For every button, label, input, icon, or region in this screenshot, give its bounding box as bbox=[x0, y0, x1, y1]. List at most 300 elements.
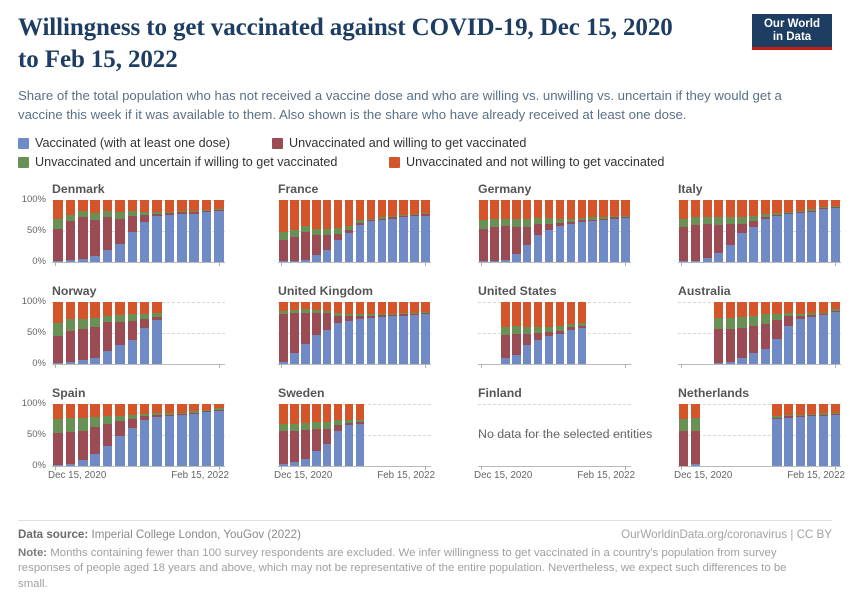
bar-segment-unwilling bbox=[749, 302, 758, 316]
stacked-bar[interactable] bbox=[578, 302, 587, 364]
stacked-bar[interactable] bbox=[177, 200, 187, 262]
stacked-bar[interactable] bbox=[78, 302, 88, 364]
stacked-bar[interactable] bbox=[323, 404, 332, 466]
x-axis-tick-start bbox=[55, 364, 56, 368]
bar-segment-vaccinated bbox=[356, 225, 365, 262]
bar-segment-unwilling bbox=[512, 200, 521, 219]
stacked-bar[interactable] bbox=[679, 404, 688, 466]
bar-segment-uncertain bbox=[128, 314, 138, 321]
stacked-bar[interactable] bbox=[749, 200, 758, 262]
stacked-bar[interactable] bbox=[831, 404, 840, 466]
bar-segment-uncertain bbox=[90, 417, 100, 427]
stacked-bar[interactable] bbox=[128, 200, 138, 262]
y-axis-tick-label: 0% bbox=[32, 460, 46, 471]
x-axis-tick-end bbox=[625, 364, 626, 368]
stacked-bar[interactable] bbox=[501, 302, 510, 364]
stacked-bar[interactable] bbox=[749, 302, 758, 364]
bar-segment-vaccinated bbox=[177, 214, 187, 262]
bar-segment-uncertain bbox=[290, 230, 299, 237]
stacked-bar[interactable] bbox=[714, 200, 723, 262]
stacked-bar[interactable] bbox=[556, 200, 565, 262]
bar-segment-unwilling bbox=[737, 200, 746, 217]
stacked-bar[interactable] bbox=[290, 200, 299, 262]
bar-segment-uncertain bbox=[90, 213, 100, 220]
panel-title: Australia bbox=[678, 284, 731, 298]
bar-segment-willing bbox=[66, 432, 76, 464]
stacked-bar[interactable] bbox=[312, 404, 321, 466]
stacked-bar[interactable] bbox=[140, 302, 150, 364]
stacked-bar[interactable] bbox=[737, 302, 746, 364]
stacked-bar[interactable] bbox=[691, 404, 700, 466]
chart-header bbox=[0, 0, 850, 124]
stacked-bar[interactable] bbox=[152, 404, 162, 466]
bar-segment-vaccinated bbox=[128, 232, 138, 262]
panel-france[interactable] bbox=[240, 182, 435, 262]
stacked-bar[interactable] bbox=[796, 200, 805, 262]
x-axis-tick-end bbox=[835, 364, 836, 368]
stacked-bar[interactable] bbox=[388, 302, 397, 364]
plot-area-wrapper bbox=[440, 200, 635, 262]
stacked-bar[interactable] bbox=[512, 302, 521, 364]
bar-segment-willing bbox=[103, 424, 113, 446]
bar-segment-vaccinated bbox=[534, 340, 543, 364]
bar-segment-vaccinated bbox=[819, 209, 828, 262]
bar-segment-unwilling bbox=[279, 200, 288, 232]
bar-segment-unwilling bbox=[378, 200, 387, 217]
legend-item-3[interactable] bbox=[389, 155, 664, 170]
stacked-bar[interactable] bbox=[214, 200, 224, 262]
panel-australia[interactable] bbox=[640, 284, 845, 364]
bar-group bbox=[278, 302, 431, 364]
bar-segment-vaccinated bbox=[796, 213, 805, 262]
bar-segment-unwilling bbox=[140, 404, 150, 414]
stacked-bar[interactable] bbox=[479, 200, 488, 262]
stacked-bar[interactable] bbox=[796, 302, 805, 364]
stacked-bar[interactable] bbox=[831, 200, 840, 262]
bar-segment-vaccinated bbox=[152, 216, 162, 262]
bar-segment-vaccinated bbox=[290, 353, 299, 364]
panel-title: Italy bbox=[678, 182, 703, 196]
stacked-bar[interactable] bbox=[378, 200, 387, 262]
bar-segment-unwilling bbox=[807, 404, 816, 414]
stacked-bar[interactable] bbox=[714, 302, 723, 364]
stacked-bar[interactable] bbox=[679, 200, 688, 262]
bar-segment-unwilling bbox=[726, 200, 735, 217]
bar-segment-vaccinated bbox=[399, 316, 408, 364]
stacked-bar[interactable] bbox=[115, 404, 125, 466]
y-axis-tick-label: 100% bbox=[21, 296, 46, 307]
bar-segment-unwilling bbox=[301, 302, 310, 309]
owid-url[interactable]: OurWorldinData.org/coronavirus | CC BY bbox=[621, 527, 832, 541]
no-data-message: No data for the selected entities bbox=[478, 427, 653, 441]
panel-norway[interactable] bbox=[14, 284, 229, 369]
bar-segment-unwilling bbox=[388, 200, 397, 216]
bar-segment-unwilling bbox=[691, 404, 700, 418]
stacked-bar[interactable] bbox=[410, 302, 419, 364]
bar-segment-unwilling bbox=[599, 200, 608, 217]
bar-segment-unwilling bbox=[388, 302, 397, 314]
bar-segment-vaccinated bbox=[578, 328, 587, 364]
bar-segment-uncertain bbox=[301, 423, 310, 430]
stacked-bar[interactable] bbox=[334, 302, 343, 364]
legend-item-2[interactable] bbox=[18, 155, 373, 170]
bar-segment-unwilling bbox=[115, 404, 125, 416]
stacked-bar[interactable] bbox=[421, 200, 430, 262]
stacked-bar[interactable] bbox=[140, 200, 150, 262]
stacked-bar[interactable] bbox=[831, 302, 840, 364]
stacked-bar[interactable] bbox=[545, 200, 554, 262]
stacked-bar[interactable] bbox=[334, 404, 343, 466]
panel-sweden[interactable] bbox=[240, 386, 435, 481]
stacked-bar[interactable] bbox=[578, 200, 587, 262]
bar-segment-willing bbox=[115, 219, 125, 244]
panel-italy[interactable] bbox=[640, 182, 845, 262]
stacked-bar[interactable] bbox=[807, 404, 816, 466]
stacked-bar[interactable] bbox=[807, 302, 816, 364]
bar-segment-vaccinated bbox=[534, 235, 543, 262]
stacked-bar[interactable] bbox=[323, 302, 332, 364]
bar-segment-willing bbox=[290, 431, 299, 462]
bar-segment-unwilling bbox=[421, 302, 430, 312]
stacked-bar[interactable] bbox=[301, 200, 310, 262]
stacked-bar[interactable] bbox=[128, 302, 138, 364]
stacked-bar[interactable] bbox=[367, 302, 376, 364]
bar-segment-unwilling bbox=[279, 302, 288, 311]
y-axis-tick-label: 0% bbox=[32, 256, 46, 267]
bar-segment-vaccinated bbox=[610, 219, 619, 262]
bar-segment-unwilling bbox=[301, 200, 310, 226]
bar-segment-vaccinated bbox=[312, 335, 321, 364]
stacked-bar[interactable] bbox=[737, 200, 746, 262]
plot-area-wrapper bbox=[240, 302, 435, 364]
stacked-bar[interactable] bbox=[66, 200, 76, 262]
bar-segment-uncertain bbox=[53, 323, 63, 335]
stacked-bar[interactable] bbox=[202, 404, 212, 466]
stacked-bar[interactable] bbox=[761, 302, 770, 364]
stacked-bar[interactable] bbox=[214, 404, 224, 466]
stacked-bar[interactable] bbox=[53, 200, 63, 262]
bar-segment-uncertain bbox=[501, 327, 510, 335]
stacked-bar[interactable] bbox=[610, 200, 619, 262]
stacked-bar[interactable] bbox=[567, 200, 576, 262]
y-axis-tick-label: 50% bbox=[26, 225, 46, 236]
bar-segment-vaccinated bbox=[588, 221, 597, 262]
stacked-bar[interactable] bbox=[772, 200, 781, 262]
bar-segment-willing bbox=[501, 226, 510, 259]
stacked-bar[interactable] bbox=[356, 302, 365, 364]
x-axis-tick-start bbox=[481, 262, 482, 266]
bar-segment-unwilling bbox=[399, 302, 408, 313]
stacked-bar[interactable] bbox=[772, 302, 781, 364]
bar-segment-uncertain bbox=[523, 219, 532, 227]
stacked-bar[interactable] bbox=[103, 302, 113, 364]
bar-segment-vaccinated bbox=[784, 418, 793, 466]
panel-spain[interactable] bbox=[14, 386, 229, 481]
bar-group bbox=[278, 200, 431, 262]
stacked-bar[interactable] bbox=[53, 404, 63, 466]
stacked-bar[interactable] bbox=[761, 200, 770, 262]
bar-group bbox=[478, 200, 631, 262]
stacked-bar[interactable] bbox=[490, 200, 499, 262]
stacked-bar[interactable] bbox=[152, 200, 162, 262]
stacked-bar[interactable] bbox=[290, 302, 299, 364]
logo-line-1: Our World bbox=[763, 18, 820, 30]
stacked-bar[interactable] bbox=[621, 200, 630, 262]
bar-segment-unwilling bbox=[749, 200, 758, 216]
bar-segment-unwilling bbox=[165, 404, 175, 413]
bar-segment-vaccinated bbox=[140, 222, 150, 262]
bar-segment-unwilling bbox=[796, 200, 805, 211]
stacked-bar[interactable] bbox=[90, 302, 100, 364]
bar-segment-unwilling bbox=[679, 200, 688, 219]
bar-segment-vaccinated bbox=[556, 226, 565, 262]
stacked-bar[interactable] bbox=[128, 404, 138, 466]
bar-segment-vaccinated bbox=[312, 255, 321, 262]
y-axis-tick-label: 50% bbox=[26, 327, 46, 338]
bar-segment-willing bbox=[115, 421, 125, 436]
panel-title: Norway bbox=[52, 284, 97, 298]
stacked-bar[interactable] bbox=[356, 404, 365, 466]
panel-denmark[interactable] bbox=[14, 182, 229, 267]
stacked-bar[interactable] bbox=[115, 200, 125, 262]
bar-segment-uncertain bbox=[691, 217, 700, 225]
bar-segment-vaccinated bbox=[103, 446, 113, 466]
stacked-bar[interactable] bbox=[556, 302, 565, 364]
bar-group bbox=[678, 404, 841, 466]
stacked-bar[interactable] bbox=[90, 200, 100, 262]
bar-segment-willing bbox=[714, 329, 723, 363]
stacked-bar[interactable] bbox=[367, 200, 376, 262]
bar-segment-unwilling bbox=[367, 302, 376, 314]
stacked-bar[interactable] bbox=[140, 404, 150, 466]
bar-segment-uncertain bbox=[66, 319, 76, 330]
stacked-bar[interactable] bbox=[202, 200, 212, 262]
stacked-bar[interactable] bbox=[534, 200, 543, 262]
plot-area-wrapper bbox=[14, 296, 229, 369]
x-axis-label-end: Feb 15, 2022 bbox=[171, 470, 229, 481]
legend-label: Unvaccinated and willing to get vaccinated bbox=[289, 136, 527, 150]
stacked-bar[interactable] bbox=[512, 200, 521, 262]
bar-segment-unwilling bbox=[202, 200, 212, 210]
stacked-bar[interactable] bbox=[784, 302, 793, 364]
bar-segment-unwilling bbox=[301, 404, 310, 423]
bar-segment-uncertain bbox=[312, 422, 321, 429]
bar-segment-unwilling bbox=[279, 404, 288, 424]
panel-title: Netherlands bbox=[678, 386, 750, 400]
bar-segment-unwilling bbox=[545, 302, 554, 327]
bar-segment-unwilling bbox=[128, 302, 138, 314]
bar-segment-willing bbox=[78, 431, 88, 461]
bar-segment-willing bbox=[534, 224, 543, 235]
stacked-bar[interactable] bbox=[345, 404, 354, 466]
stacked-bar[interactable] bbox=[189, 200, 199, 262]
stacked-bar[interactable] bbox=[279, 302, 288, 364]
bar-segment-vaccinated bbox=[323, 444, 332, 466]
plot-area-wrapper bbox=[640, 404, 845, 481]
bar-segment-unwilling bbox=[567, 302, 576, 324]
legend-label: Unvaccinated and uncertain if willing to get vaccinated bbox=[35, 155, 338, 169]
bar-segment-unwilling bbox=[703, 200, 712, 217]
panel-finland[interactable] bbox=[440, 386, 653, 481]
bar-group bbox=[278, 404, 431, 466]
bar-segment-vaccinated bbox=[345, 233, 354, 262]
stacked-bar[interactable] bbox=[588, 200, 597, 262]
stacked-bar[interactable] bbox=[784, 404, 793, 466]
bar-segment-vaccinated bbox=[312, 451, 321, 467]
stacked-bar[interactable] bbox=[819, 302, 828, 364]
stacked-bar[interactable] bbox=[534, 302, 543, 364]
stacked-bar[interactable] bbox=[279, 200, 288, 262]
stacked-bar[interactable] bbox=[345, 302, 354, 364]
legend-item-1[interactable] bbox=[272, 136, 526, 151]
stacked-bar[interactable] bbox=[567, 302, 576, 364]
bar-segment-vaccinated bbox=[726, 245, 735, 262]
bar-segment-vaccinated bbox=[388, 316, 397, 364]
bar-segment-willing bbox=[90, 220, 100, 255]
stacked-bar[interactable] bbox=[103, 200, 113, 262]
stacked-bar[interactable] bbox=[165, 404, 175, 466]
stacked-bar[interactable] bbox=[691, 200, 700, 262]
stacked-bar[interactable] bbox=[78, 200, 88, 262]
owid-logo[interactable] bbox=[752, 14, 832, 50]
chart-note bbox=[18, 546, 818, 593]
bar-segment-unwilling bbox=[152, 200, 162, 212]
bar-segment-unwilling bbox=[578, 302, 587, 323]
stacked-bar[interactable] bbox=[189, 404, 199, 466]
stacked-bar[interactable] bbox=[807, 200, 816, 262]
bar-segment-uncertain bbox=[523, 327, 532, 334]
stacked-bar[interactable] bbox=[334, 200, 343, 262]
bar-segment-vaccinated bbox=[202, 212, 212, 262]
stacked-bar[interactable] bbox=[726, 302, 735, 364]
bar-segment-willing bbox=[323, 429, 332, 444]
stacked-bar[interactable] bbox=[152, 302, 162, 364]
bar-segment-vaccinated bbox=[140, 328, 150, 364]
stacked-bar[interactable] bbox=[301, 404, 310, 466]
bar-segment-unwilling bbox=[312, 200, 321, 229]
bar-group bbox=[52, 302, 225, 364]
bar-segment-uncertain bbox=[279, 232, 288, 240]
panel-netherlands[interactable] bbox=[640, 386, 845, 481]
stacked-bar[interactable] bbox=[165, 200, 175, 262]
plot-area-wrapper bbox=[440, 404, 653, 481]
plot-area bbox=[278, 200, 431, 262]
stacked-bar[interactable] bbox=[726, 200, 735, 262]
bar-segment-unwilling bbox=[772, 200, 781, 213]
bar-segment-willing bbox=[140, 319, 150, 328]
stacked-bar[interactable] bbox=[772, 404, 781, 466]
legend-item-0[interactable] bbox=[18, 136, 256, 151]
x-axis-label-start: Dec 15, 2020 bbox=[674, 470, 733, 481]
stacked-bar[interactable] bbox=[312, 200, 321, 262]
stacked-bar[interactable] bbox=[312, 302, 321, 364]
bar-segment-willing bbox=[53, 433, 63, 465]
note-label: Note: bbox=[18, 546, 48, 559]
stacked-bar[interactable] bbox=[279, 404, 288, 466]
plot-area-wrapper bbox=[240, 200, 435, 262]
stacked-bar[interactable] bbox=[115, 302, 125, 364]
bar-segment-unwilling bbox=[831, 404, 840, 413]
stacked-bar[interactable] bbox=[323, 200, 332, 262]
bar-segment-vaccinated bbox=[334, 323, 343, 364]
stacked-bar[interactable] bbox=[399, 302, 408, 364]
bar-segment-unwilling bbox=[128, 404, 138, 415]
bar-segment-vaccinated bbox=[165, 416, 175, 466]
stacked-bar[interactable] bbox=[177, 404, 187, 466]
legend-swatch-icon bbox=[389, 157, 400, 168]
stacked-bar[interactable] bbox=[388, 200, 397, 262]
logo-line-2: in Data bbox=[772, 30, 812, 43]
bar-segment-unwilling bbox=[714, 200, 723, 217]
stacked-bar[interactable] bbox=[523, 200, 532, 262]
stacked-bar[interactable] bbox=[545, 302, 554, 364]
stacked-bar[interactable] bbox=[796, 404, 805, 466]
bar-segment-willing bbox=[279, 240, 288, 261]
bar-segment-vaccinated bbox=[388, 219, 397, 262]
stacked-bar[interactable] bbox=[399, 200, 408, 262]
plot-area-wrapper bbox=[14, 398, 229, 481]
stacked-bar[interactable] bbox=[819, 404, 828, 466]
bar-segment-unwilling bbox=[831, 302, 840, 309]
y-axis-tick-label: 100% bbox=[21, 194, 46, 205]
bar-group bbox=[52, 200, 225, 262]
bar-segment-uncertain bbox=[53, 219, 63, 230]
bar-segment-unwilling bbox=[66, 404, 76, 418]
bar-segment-unwilling bbox=[772, 302, 781, 314]
stacked-bar[interactable] bbox=[66, 404, 76, 466]
bar-segment-unwilling bbox=[784, 200, 793, 212]
stacked-bar[interactable] bbox=[66, 302, 76, 364]
stacked-bar[interactable] bbox=[53, 302, 63, 364]
stacked-bar[interactable] bbox=[819, 200, 828, 262]
panel-title: Spain bbox=[52, 386, 86, 400]
bar-segment-unwilling bbox=[399, 200, 408, 215]
stacked-bar[interactable] bbox=[345, 200, 354, 262]
bar-segment-willing bbox=[512, 227, 521, 254]
bar-segment-vaccinated bbox=[556, 334, 565, 364]
stacked-bar[interactable] bbox=[356, 200, 365, 262]
stacked-bar[interactable] bbox=[703, 200, 712, 262]
stacked-bar[interactable] bbox=[410, 200, 419, 262]
x-axis-tick-start bbox=[481, 364, 482, 368]
bar-segment-vaccinated bbox=[599, 220, 608, 262]
stacked-bar[interactable] bbox=[90, 404, 100, 466]
x-axis-label-end: Feb 15, 2022 bbox=[577, 470, 635, 481]
bar-segment-unwilling bbox=[796, 404, 805, 415]
stacked-bar[interactable] bbox=[378, 302, 387, 364]
stacked-bar[interactable] bbox=[501, 200, 510, 262]
stacked-bar[interactable] bbox=[301, 302, 310, 364]
panel-title: United States bbox=[478, 284, 557, 298]
bar-segment-uncertain bbox=[323, 422, 332, 429]
stacked-bar[interactable] bbox=[523, 302, 532, 364]
stacked-bar[interactable] bbox=[290, 404, 299, 466]
stacked-bar[interactable] bbox=[784, 200, 793, 262]
bar-segment-unwilling bbox=[621, 200, 630, 216]
bar-segment-unwilling bbox=[323, 404, 332, 422]
panel-united-kingdom[interactable] bbox=[240, 284, 435, 364]
stacked-bar[interactable] bbox=[103, 404, 113, 466]
bar-segment-unwilling bbox=[578, 200, 587, 218]
stacked-bar[interactable] bbox=[421, 302, 430, 364]
stacked-bar[interactable] bbox=[599, 200, 608, 262]
bar-segment-unwilling bbox=[103, 200, 113, 211]
bar-segment-vaccinated bbox=[772, 216, 781, 262]
stacked-bar[interactable] bbox=[78, 404, 88, 466]
panel-germany[interactable] bbox=[440, 182, 635, 262]
bar-segment-unwilling bbox=[588, 200, 597, 217]
panel-united-states[interactable] bbox=[440, 284, 635, 364]
